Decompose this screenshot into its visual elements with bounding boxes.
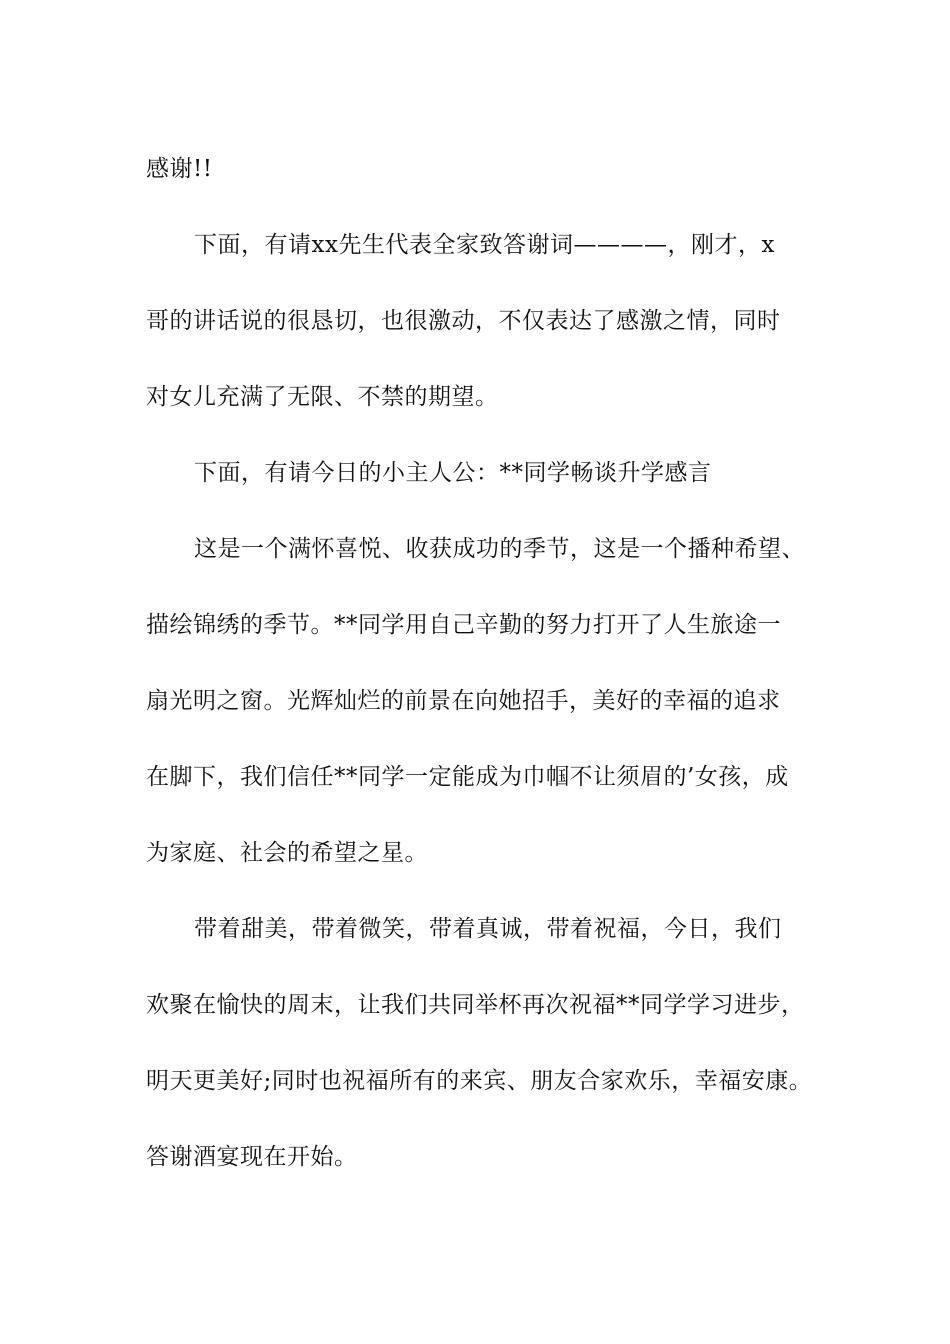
text-line: 下面，有请今日的小主人公：**同学畅谈升学感言 bbox=[194, 460, 712, 486]
text-line: 为家庭、社会的希望之星。 bbox=[146, 840, 428, 866]
paragraph-reply-speech bbox=[146, 207, 836, 435]
text-line: 答谢酒宴现在开始。 bbox=[146, 1144, 358, 1170]
paragraph-student-invite bbox=[146, 435, 836, 511]
text-line: 欢聚在愉快的周末，让我们共同举杯再次祝福**同学学习进步， bbox=[146, 992, 805, 1018]
document-body bbox=[146, 131, 836, 1195]
paragraph-season bbox=[146, 511, 836, 891]
paragraph-toast bbox=[146, 891, 836, 1195]
text-line: 在脚下，我们信任**同学一定能成为巾帼不让须眉的’女孩，成 bbox=[146, 764, 789, 790]
text-line: 描绘锦绣的季节。**同学用自己辛勤的努力打开了人生旅途一 bbox=[146, 612, 781, 638]
paragraph-thanks bbox=[146, 131, 836, 207]
text-line: 带着甜美，带着微笑，带着真诚，带着祝福，今日，我们 bbox=[194, 916, 782, 942]
text-line: 扇光明之窗。光辉灿烂的前景在向她招手，美好的幸福的追求 bbox=[146, 688, 781, 714]
text-line: 明天更美好;同时也祝福所有的来宾、朋友合家欢乐，幸福安康。 bbox=[146, 1068, 813, 1094]
text-line: 这是一个满怀喜悦、收获成功的季节，这是一个播种希望、 bbox=[194, 536, 805, 562]
text-line: 对女儿充满了无限、不禁的期望。 bbox=[146, 384, 499, 410]
text-line: 哥的讲话说的很恳切，也很激动，不仅表达了感激之情，同时 bbox=[146, 308, 781, 334]
text-line: 感谢!! bbox=[146, 156, 213, 182]
text-line: 下面，有请xx先生代表全家致答谢词————，刚才，x bbox=[194, 232, 775, 258]
